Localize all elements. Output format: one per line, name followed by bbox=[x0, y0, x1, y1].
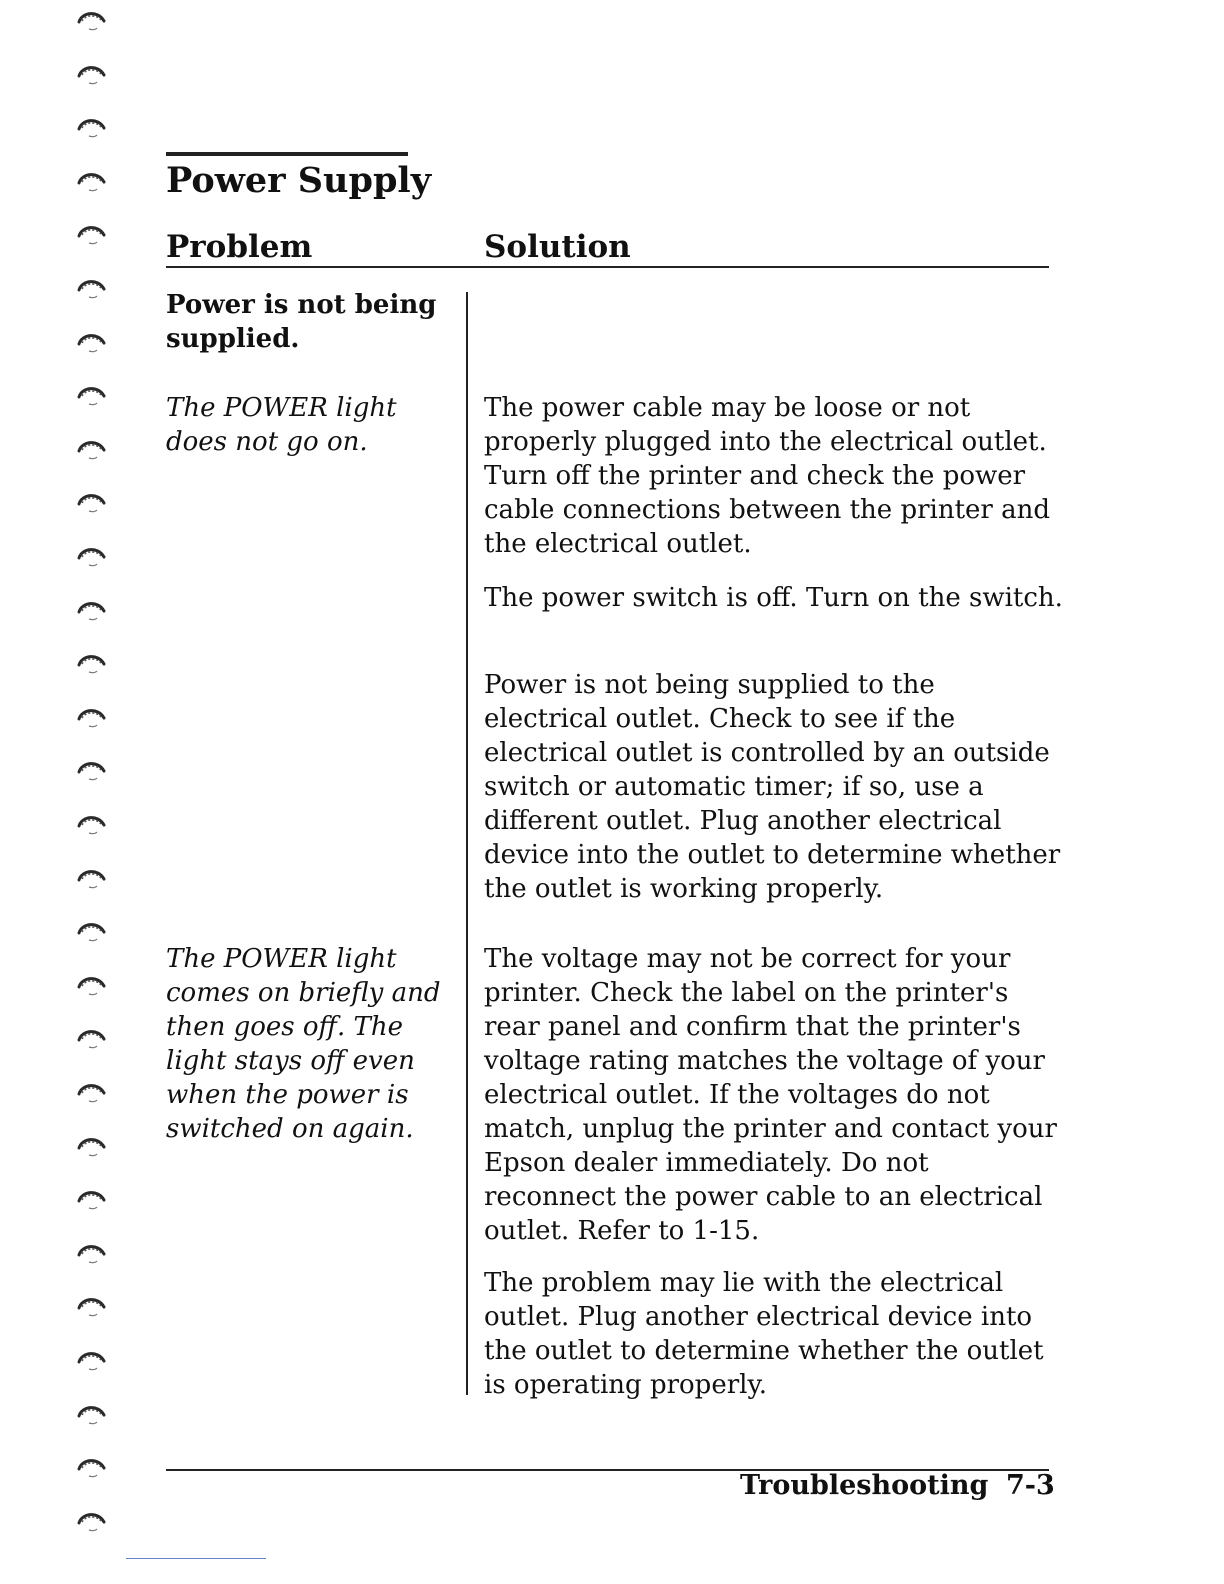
binding-ring-icon bbox=[76, 1455, 106, 1479]
binding-ring-icon bbox=[76, 973, 106, 997]
title-rule bbox=[166, 152, 408, 156]
binding-ring-icon bbox=[76, 1348, 106, 1372]
binding-ring-icon bbox=[76, 1509, 106, 1533]
binding-ring-icon bbox=[76, 490, 106, 514]
binding-ring-icon bbox=[76, 437, 106, 461]
problem-main-line: Power is not being bbox=[166, 290, 437, 320]
binding-ring-icon bbox=[76, 651, 106, 675]
section-title: Power Supply bbox=[166, 160, 432, 201]
binding-ring-icon bbox=[76, 1241, 106, 1265]
symptom-line: does not go on. bbox=[166, 427, 368, 457]
binding-ring-icon bbox=[76, 1402, 106, 1426]
solution-paragraph: The power cable may be loose or not properly plugged into the electrical outlet. Turn off the printer and check the power cable connections between the printer and the electrical outlet. bbox=[484, 393, 1051, 559]
binding-ring-icon bbox=[76, 222, 106, 246]
binding-ring-icon bbox=[76, 1294, 106, 1318]
binding-ring-icon bbox=[76, 866, 106, 890]
solution-paragraph: Power is not being supplied to the electrical outlet. Check to see if the electrical outlet is controlled by an outside switch or automatic timer; if so, use a different outlet. Plug another electrical device into the outlet to determine whether the outlet is working properly. bbox=[484, 670, 1061, 904]
solution-paragraph: The voltage may not be correct for your printer. Check the label on the printer's rear panel and confirm that the printer's voltage rating matches the voltage of your electrical outlet. If the voltages do not match, unplug the printer and contact your Epson dealer immediately. Do not reconnect the power cable to an electrical outlet. Refer to 1-15. bbox=[484, 944, 1057, 1246]
symptom-line: when the power is bbox=[166, 1080, 409, 1110]
solution-paragraph: The power switch is off. Turn on the switch. bbox=[484, 583, 1063, 613]
binding-ring-icon bbox=[76, 276, 106, 300]
binding-ring-icon bbox=[76, 812, 106, 836]
header-rule bbox=[166, 266, 1049, 268]
column-divider bbox=[466, 292, 468, 1395]
solution-paragraph: The problem may lie with the electrical outlet. Plug another electrical device into the outlet to determine whether the outlet is operating properly. bbox=[484, 1268, 1044, 1400]
symptom-line: then goes off. The bbox=[166, 1012, 403, 1042]
binding-ring-icon bbox=[76, 1134, 106, 1158]
solution-column-header: Solution bbox=[484, 229, 631, 265]
binding-ring-icon bbox=[76, 758, 106, 782]
symptom-line: The POWER light bbox=[166, 393, 397, 423]
problem-symptom-1 bbox=[166, 391, 397, 459]
binding-ring-icon bbox=[76, 383, 106, 407]
spiral-binding bbox=[62, 0, 122, 1584]
symptom-line: comes on briefly and bbox=[166, 978, 441, 1008]
binding-ring-icon bbox=[76, 705, 106, 729]
binding-ring-icon bbox=[76, 544, 106, 568]
symptom-line: switched on again. bbox=[166, 1114, 414, 1144]
binding-ring-icon bbox=[76, 1187, 106, 1211]
binding-ring-icon bbox=[76, 115, 106, 139]
binding-ring-icon bbox=[76, 62, 106, 86]
problem-column-header: Problem bbox=[166, 229, 313, 265]
binding-ring-icon bbox=[76, 169, 106, 193]
scan-artifact-line bbox=[126, 1558, 266, 1559]
binding-ring-icon bbox=[76, 8, 106, 32]
symptom-line: light stays off even bbox=[166, 1046, 415, 1076]
binding-ring-icon bbox=[76, 330, 106, 354]
footer-page-number: 7-3 bbox=[1006, 1470, 1055, 1501]
problem-symptom-2 bbox=[166, 942, 441, 1146]
binding-ring-icon bbox=[76, 1080, 106, 1104]
problem-main-line: supplied. bbox=[166, 324, 300, 354]
problem-main-heading bbox=[166, 288, 436, 356]
binding-ring-icon bbox=[76, 919, 106, 943]
binding-ring-icon bbox=[76, 1026, 106, 1050]
footer-chapter: Troubleshooting bbox=[740, 1470, 989, 1501]
binding-ring-icon bbox=[76, 598, 106, 622]
symptom-line: The POWER light bbox=[166, 944, 397, 974]
